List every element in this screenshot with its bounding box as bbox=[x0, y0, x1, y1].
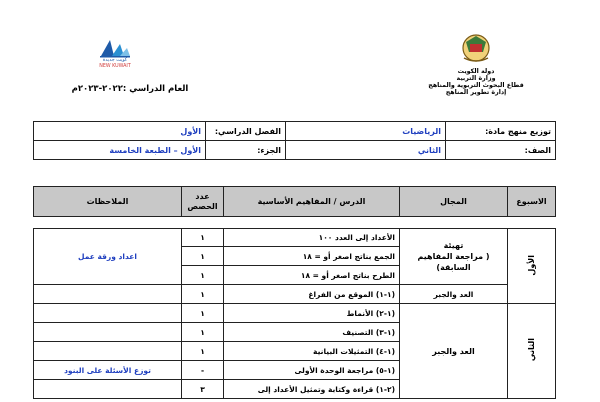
lesson-cell: (١-٣) التصنيف bbox=[224, 323, 400, 342]
notes-cell bbox=[34, 342, 182, 361]
week-label: الثاني bbox=[527, 338, 536, 362]
count-cell: ٣ bbox=[182, 380, 224, 399]
col-field: المجال bbox=[400, 187, 508, 217]
lesson-cell: الأعداد إلى العدد ١٠٠ bbox=[224, 229, 400, 247]
count-cell: ١ bbox=[182, 229, 224, 247]
lesson-cell: (١-٤) التمثيلات البيانية bbox=[224, 342, 400, 361]
field-cell: العد والجبر bbox=[400, 304, 508, 399]
lesson-cell: (١-١) الموقع من الفراغ bbox=[224, 285, 400, 304]
count-cell: ١ bbox=[182, 247, 224, 266]
academic-year: العام الدراسي :٢٠٢٢-٢٠٢٣م bbox=[71, 84, 189, 94]
part-label: الجزء: bbox=[206, 141, 286, 160]
table-row bbox=[34, 285, 556, 304]
week-cell bbox=[508, 229, 556, 304]
schedule-table bbox=[33, 228, 556, 399]
count-cell: ١ bbox=[182, 304, 224, 323]
header-line: وزارة التربية bbox=[456, 75, 496, 82]
subject-value: الرياضيات bbox=[286, 122, 446, 141]
table-row bbox=[34, 304, 556, 323]
info-table bbox=[33, 121, 556, 160]
ministry-emblem bbox=[456, 32, 496, 66]
notes-cell: توزع الأسئلة على البنود bbox=[34, 361, 182, 380]
logo-subtext: NEW KUWAIT bbox=[99, 64, 131, 69]
notes-cell bbox=[34, 323, 182, 342]
lesson-cell: الجمع بناتج اصغر أو = ١٨ bbox=[224, 247, 400, 266]
lesson-cell: الطرح بناتج اصغر أو = ١٨ bbox=[224, 266, 400, 285]
lesson-cell: (١-٢) الأنماط bbox=[224, 304, 400, 323]
count-cell: ١ bbox=[182, 266, 224, 285]
week-label: الأول bbox=[527, 254, 536, 276]
week-cell bbox=[508, 304, 556, 399]
lesson-cell: (١-٥) مراجعة الوحدة الأولى bbox=[224, 361, 400, 380]
grade-value: الثاني bbox=[286, 141, 446, 160]
part-value: الأول – الطبعة الخامسة bbox=[34, 141, 206, 160]
notes-cell bbox=[34, 304, 182, 323]
semester-value: الأول bbox=[34, 122, 206, 141]
grade-label: الصف: bbox=[446, 141, 556, 160]
count-cell: ١ bbox=[182, 285, 224, 304]
field-cell: العد والجبر bbox=[400, 285, 508, 304]
col-notes: الملاحظات bbox=[34, 187, 182, 217]
notes-cell bbox=[34, 285, 182, 304]
header-line: دولة الكويت bbox=[457, 68, 495, 75]
col-week: الاسبوع bbox=[508, 187, 556, 217]
logo-text: كويت جديدة bbox=[102, 58, 128, 63]
notes-cell: اعداد ورقة عمل bbox=[34, 229, 182, 285]
ministry-header bbox=[404, 68, 548, 96]
col-lesson: الدرس / المفاهيم الأساسية bbox=[224, 187, 400, 217]
count-cell: ١ bbox=[182, 342, 224, 361]
semester-label: الفصل الدراسي: bbox=[206, 122, 286, 141]
notes-cell bbox=[34, 380, 182, 399]
header-line: قطاع البحوث التربوية والمناهج bbox=[428, 82, 524, 89]
table-row bbox=[34, 229, 556, 247]
header-line: إدارة تطوير المناهج bbox=[445, 89, 507, 96]
subject-label: توزيع منهج مادة: bbox=[446, 122, 556, 141]
col-count: عدد الحصص bbox=[182, 187, 224, 217]
field-cell: تهيئة ( مراجعة المفاهيم السابقة) bbox=[400, 229, 508, 285]
count-cell: ١ bbox=[182, 323, 224, 342]
lesson-cell: (٢-١) قراءة وكتابة وتمثيل الأعداد إلى bbox=[224, 380, 400, 399]
column-header-table bbox=[33, 186, 556, 217]
count-cell: - bbox=[182, 361, 224, 380]
